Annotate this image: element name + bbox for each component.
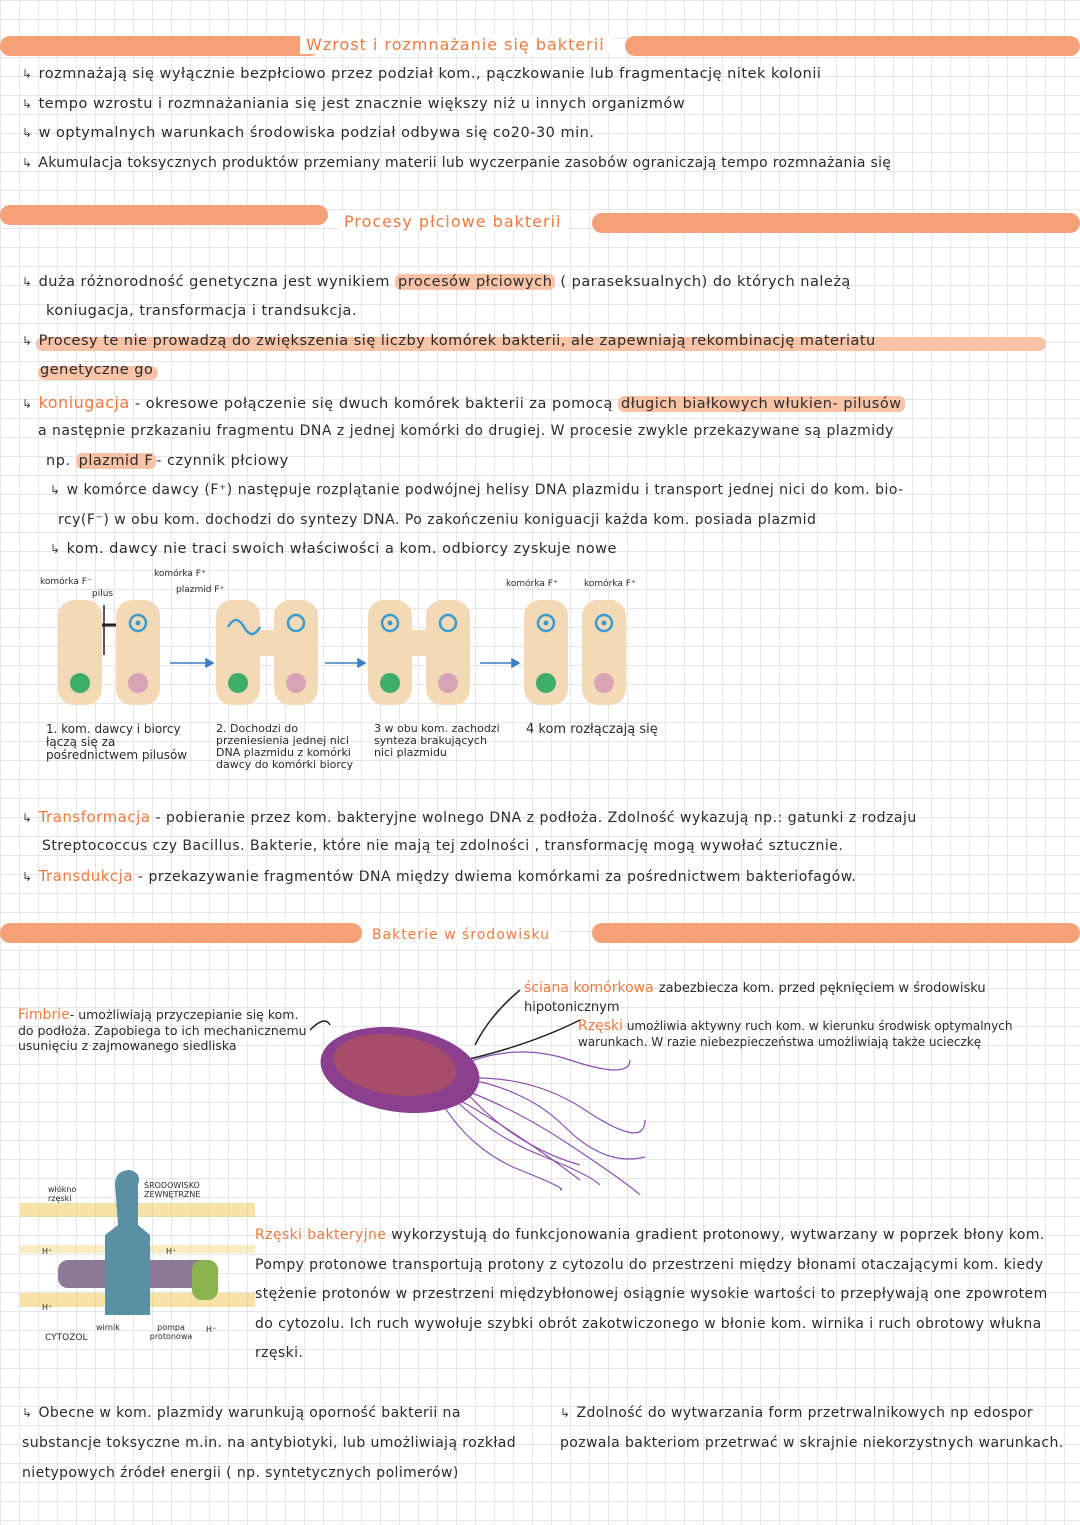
fimbriae-note: Fimbrie- umożliwiają przyczepianie się kom. do podłoża. Zapobiega to ich mechanicznemu usunięciu z zajmowanego siedliska [18, 1007, 307, 1053]
step-2: 2. Dochodzi do przeniesienia jednej nici DNA plazmidu z komórki dawcy do komórki biorcy [216, 722, 354, 771]
transduction-def: ↳ Transdukcja - przekazywanie fragmentów DNA między dwiema komórkami za pośrednictwem bakteriofagów. [22, 867, 857, 885]
label-f-plus-3: komórka F⁺ [584, 579, 636, 589]
label-rotor: wirnik [96, 1323, 120, 1332]
conjugation-def: ↳ koniugacja - okresowe połączenie się dwuch komórek bakterii za pomocą długich białkowych włukien- pilusów [22, 393, 905, 412]
label-f-plus: komórka F⁺ [154, 569, 206, 579]
step-4: 4 kom rozłączają się [526, 722, 658, 737]
label-env: ŚRODOWISKO ZEWNĘTRZNE [144, 1181, 201, 1199]
step-1: 1. kom. dawcy i biorcy łączą się za pośrednictwem pilusów [46, 722, 188, 762]
conjugation-diagram [0, 565, 720, 795]
cilia-note: Rzęski umożliwia aktywny ruch kom. w kierunku środwisk optymalnych warunkach. W razie niebezpieczeństwa umożliwiają także ucieczkę [578, 1018, 1013, 1049]
sexual-p1-cont: koniugacja, transformacja i trandsukcja. [46, 303, 358, 319]
label-f-plus-2: komórka F⁺ [506, 579, 558, 589]
growth-point-2: ↳ tempo wzrostu i rozmnażaniania się jest znacznie większy niż u innych organizmów [22, 96, 686, 112]
section-bar-left [0, 205, 328, 225]
step-3: 3 w obu kom. zachodzi synteza brakujących nici plazmidu [374, 722, 500, 759]
conjugation-detail-3: ↳ kom. dawcy nie traci swoich właściwości a kom. odbiorcy zyskuje nowe [50, 541, 617, 557]
section-bar-left [0, 923, 362, 943]
flagella-mechanism: Rzęski bakteryjne wykorzystują do funkcjonowania gradient protonowy, wytwarzany w poprzek błony kom. Pompy protonowe transportują protony z cytozolu do przestrzeni między błonami otaczającymi kom. kiedy stężenie protonów w przestrzeni międzybłonowej osiągnie wysokie wartości to przepływają one zpowrotem do cytozolu. Ich ruch wywołuje szybki obrót zakotwiczonego w błonie kom. wirnika i ruch obrotowy włukna rzęski. [255, 1227, 1048, 1361]
label-h-2: H⁺ [166, 1247, 177, 1256]
flagellar-motor [20, 1165, 255, 1350]
growth-point-3: ↳ w optymalnych warunkach środowiska podział odbywa się co20-30 min. [22, 125, 595, 141]
section-bar-right [625, 36, 1080, 56]
label-plasmid: plazmid F⁺ [176, 585, 225, 595]
sexual-p2: ↳ Procesy te nie prowadzą do zwiększenia się liczby komórek bakterii, ale zapewniają rekombinację materiatu [22, 333, 876, 349]
cell-wall-note: ściana komórkowa zabezbiecza kom. przed pęknięciem w środowisku hipotonicznym [524, 980, 986, 1015]
label-f-minus: komórka F⁻ [40, 577, 92, 587]
label-pump: pompa protonowa [149, 1323, 193, 1341]
label-h-4: H⁺ [206, 1325, 217, 1334]
section-bar-right [592, 213, 1080, 233]
plasmids-note: ↳ Obecne w kom. plazmidy warunkują oporność bakterii na substancje toksyczne m.in. na antybiotyki, lub umożliwiają rozkład nietypowych źródeł energii ( np. syntetycznych polimerów) [22, 1405, 517, 1481]
sexual-p1: ↳ duża różnorodność genetyczna jest wynikiem procesów płciowych ( paraseksualnych) do których należą [22, 274, 851, 290]
label-h-3: H⁺ [42, 1303, 53, 1312]
section-title-sexual: Procesy płciowe bakterii [338, 212, 567, 231]
section-bar-left [0, 36, 320, 56]
bacterium-illustration [300, 985, 660, 1200]
conjugation-detail-2: rcy(F⁻) w obu kom. dochodzi do syntezy DNA. Po zakończeniu koniguacji każda kom. posiada plazmid [58, 512, 817, 528]
conjugation-plasmid: np. plazmid F - czynnik płciowy [46, 453, 289, 469]
transformation-def: ↳ Transformacja - pobieranie przez kom. bakteryjne wolnego DNA z podłoża. Zdolność wykazują np.: gatunki z rodzaju [22, 808, 917, 826]
label-cytozol: CYTOZOL [45, 1333, 88, 1343]
section-title-growth: Wzrost i rozmnażanie się bakterii [300, 35, 611, 54]
spores-note: ↳ Zdolność do wytwarzania form przetrwalnikowych np edospor pozwala bakteriom przetrwać w skrajnie niekorzystnych warunkach. [560, 1405, 1064, 1451]
growth-point-4: ↳ Akumulacja toksycznych produktów przemiany materii lub wyczerpanie zasobów ograniczają tempo rozmnażania się [22, 155, 892, 171]
sexual-p2-cont: genetyczne go [40, 362, 154, 378]
conjugation-def-cont: a następnie przkazaniu fragmentu DNA z jednej komórki do drugiej. W procesie zwykle przekazywane są plazmidy [38, 423, 894, 439]
growth-point-1: ↳ rozmnażają się wyłącznie bezpłciowo przez podział kom., pączkowanie lub fragmentację nitek kolonii [22, 66, 822, 82]
conjugation-detail-1: ↳ w komórce dawcy (F⁺) następuje rozplątanie podwójnej helisy DNA plazmidu i transport jednej nici do kom. bio- [50, 482, 904, 498]
label-fiber: włókno rzęski [48, 1185, 77, 1203]
label-pilus: pilus [92, 589, 114, 599]
label-h-1: H⁺ [42, 1247, 53, 1256]
section-title-environment: Bakterie w środowisku [366, 927, 556, 943]
section-bar-right [592, 923, 1080, 943]
transformation-cont: Streptococcus czy Bacillus. Bakterie, które nie mają tej zdolności , transformację mogą wywołać sztucznie. [42, 838, 844, 854]
conjugation-illustration [0, 565, 720, 715]
